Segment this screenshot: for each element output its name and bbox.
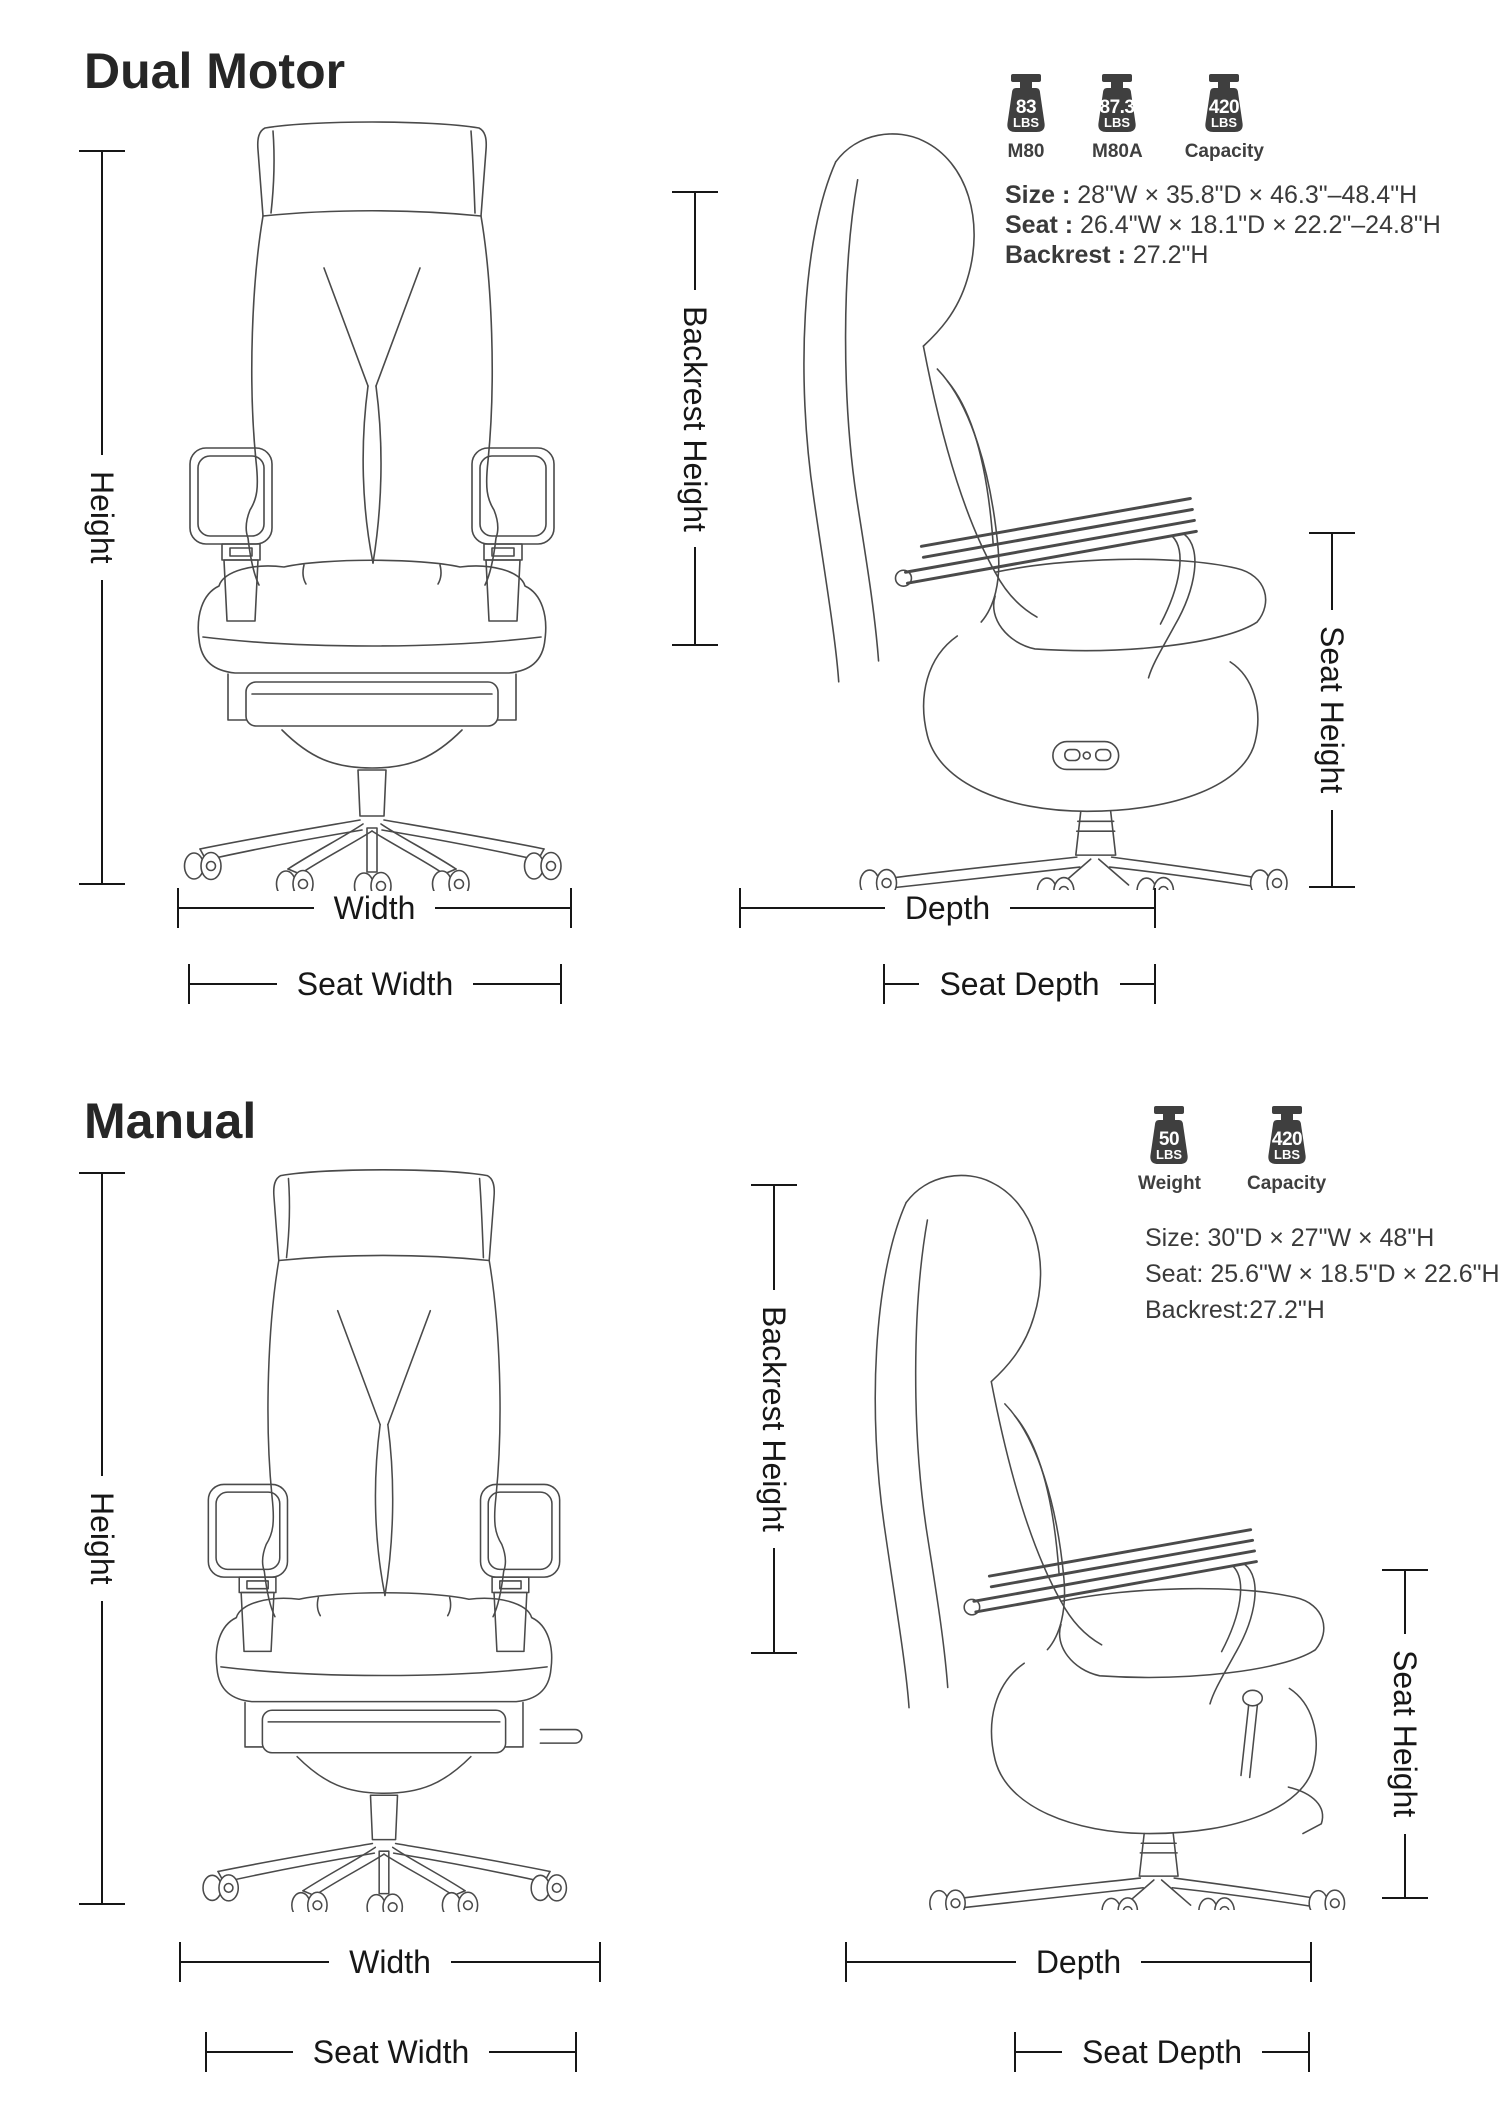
weight-icon	[1200, 74, 1248, 136]
height-dimension	[77, 1172, 127, 1905]
weight-icon	[1002, 74, 1050, 136]
svg-text:50: 50	[1159, 1129, 1180, 1150]
width-dimension	[177, 886, 572, 930]
seat-depth-dimension	[883, 962, 1156, 1006]
svg-text:LBS: LBS	[1156, 1147, 1183, 1162]
weight-label: Weight	[1138, 1173, 1201, 1194]
svg-text:LBS: LBS	[1211, 115, 1238, 130]
weight-badges-row	[1138, 1106, 1326, 1195]
backrest-height-dimension	[749, 1184, 799, 1654]
weight-icon	[1263, 1106, 1311, 1168]
depth-dimension-label: Depth	[1035, 1944, 1122, 1980]
depth-dimension-label: Depth	[904, 890, 991, 926]
svg-text:420: 420	[1271, 1129, 1302, 1150]
seat-width-dimension-label: Seat Width	[296, 966, 454, 1002]
seat-height-dimension	[1307, 532, 1357, 888]
weight-icon	[1093, 74, 1141, 136]
weight-label: Capacity	[1246, 1173, 1327, 1194]
height-dimension	[77, 150, 127, 885]
depth-dimension	[739, 886, 1156, 930]
spec-backrest: Backrest : 27.2"H	[1005, 241, 1209, 269]
backrest-height-dimension	[670, 191, 720, 646]
seat-depth-dimension-label: Seat Depth	[939, 966, 1100, 1002]
spec-text-manual	[1145, 1220, 1500, 1328]
height-dimension-label: Height	[84, 1492, 120, 1585]
spec-size: Size : 28"W × 35.8"D × 46.3"–48.4"H	[1005, 181, 1418, 209]
section-title-dual-motor: Dual Motor	[84, 43, 346, 99]
weight-badges-row	[1002, 74, 1264, 163]
seat-width-dimension	[188, 962, 562, 1006]
seat-width-dimension	[205, 2030, 577, 2074]
weight-label: Capacity	[1184, 141, 1264, 162]
capacity-badge	[1247, 1106, 1326, 1195]
section-title-manual: Manual	[84, 1093, 257, 1149]
height-dimension-label: Height	[84, 471, 120, 564]
svg-text:420: 420	[1209, 97, 1240, 118]
width-dimension-label: Width	[349, 1944, 431, 1980]
width-dimension-label: Width	[333, 890, 416, 926]
backrest-height-dimension-label: Backrest Height	[756, 1306, 792, 1532]
dual-motor-front-view-illustration	[162, 116, 582, 891]
spec-seat: Seat : 26.4"W × 18.1"D × 22.2"–24.8"H	[1005, 211, 1441, 239]
seat-depth-dimension-label: Seat Depth	[1081, 2034, 1243, 2070]
spec-seat: Seat: 25.6"W × 18.5"D × 22.6"H	[1145, 1260, 1500, 1288]
svg-text:LBS: LBS	[1104, 115, 1131, 130]
seat-height-dimension	[1380, 1569, 1430, 1899]
svg-text:83: 83	[1015, 97, 1037, 118]
depth-dimension	[845, 1940, 1312, 1984]
manual-front-view-illustration	[158, 1164, 610, 1912]
weight-m80-badge	[1002, 74, 1050, 163]
seat-height-dimension-label: Seat Height	[1387, 1650, 1423, 1818]
spec-text-dual-motor	[1005, 180, 1441, 270]
spec-size: Size: 30"D × 27"W × 48"H	[1145, 1224, 1435, 1252]
seat-depth-dimension	[1014, 2030, 1310, 2074]
backrest-height-dimension-label: Backrest Height	[677, 305, 713, 532]
weight-m80a-badge	[1092, 74, 1143, 163]
width-dimension	[179, 1940, 601, 1984]
svg-text:LBS: LBS	[1273, 1147, 1300, 1162]
svg-text:87.3: 87.3	[1099, 97, 1135, 118]
weight-label: M80A	[1092, 141, 1143, 162]
seat-width-dimension-label: Seat Width	[312, 2034, 470, 2070]
spec-backrest: Backrest:27.2"H	[1145, 1296, 1325, 1324]
weight-icon	[1145, 1106, 1193, 1168]
weight-label: M80	[1007, 141, 1045, 162]
seat-height-dimension-label: Seat Height	[1314, 626, 1350, 794]
svg-text:LBS: LBS	[1013, 115, 1039, 130]
weight-badge	[1138, 1106, 1201, 1195]
weight-capacity-badge	[1185, 74, 1264, 163]
